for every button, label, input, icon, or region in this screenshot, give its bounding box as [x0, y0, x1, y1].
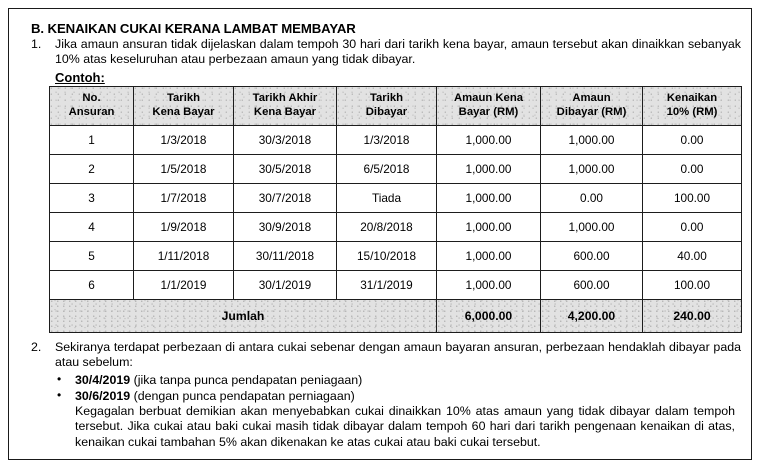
document-page	[8, 8, 752, 460]
example-table-wrapper	[49, 86, 741, 333]
document-content	[23, 17, 741, 455]
table-cell-c4: 1,000.00	[437, 270, 541, 299]
table-cell-c6: 0.00	[643, 125, 742, 154]
item-2-tail-paragraph: Kegagalan berbuat demikian akan menyebabkan cukai dinaikkan 10% atas amaun yang tidak dibayar dalam tempoh tersebut. Jika cukai atau baki cukai masih tidak dibayar dalam tempoh 60 hari dari tarikh pengenaan kenaikan di atas, kenaikan cukai tambahan 5% akan dikenakan ke atas cukai atau baki cukai tersebut.	[75, 403, 735, 449]
col-header-tarikh-kena-bayar: Tarikh Kena Bayar	[134, 86, 234, 125]
bullet-dot-icon: •	[57, 387, 62, 402]
table-cell-c1: 1/5/2018	[134, 154, 234, 183]
table-cell-c1: 1/1/2019	[134, 270, 234, 299]
table-footer	[50, 299, 742, 332]
table-cell-c1: 1/9/2018	[134, 212, 234, 241]
table-cell-c5: 0.00	[541, 183, 643, 212]
total-label: Jumlah	[50, 299, 437, 332]
table-cell-c2: 30/7/2018	[234, 183, 337, 212]
table-cell-c4: 1,000.00	[437, 212, 541, 241]
table-cell-c5: 1,000.00	[541, 154, 643, 183]
table-cell-c1: 1/7/2018	[134, 183, 234, 212]
table-cell-c4: 1,000.00	[437, 154, 541, 183]
section-heading: B. KENAIKAN CUKAI KERANA LAMBAT MEMBAYAR	[31, 21, 356, 36]
deadline-bullet-item	[57, 372, 741, 388]
table-cell-c2: 30/1/2019	[234, 270, 337, 299]
table-row	[50, 183, 742, 212]
table-cell-c0: 2	[50, 154, 134, 183]
table-cell-c2: 30/5/2018	[234, 154, 337, 183]
bullet-date: 30/6/2019	[75, 388, 131, 403]
table-cell-c3: 1/3/2018	[337, 125, 437, 154]
table-cell-c0: 5	[50, 241, 134, 270]
installment-table	[49, 86, 742, 333]
col-header-amaun-dibayar: Amaun Dibayar (RM)	[541, 86, 643, 125]
table-cell-c3: Tiada	[337, 183, 437, 212]
table-cell-c4: 1,000.00	[437, 241, 541, 270]
table-cell-c4: 1,000.00	[437, 125, 541, 154]
table-cell-c1: 1/3/2018	[134, 125, 234, 154]
numbered-item-1	[23, 37, 741, 68]
table-cell-c2: 30/9/2018	[234, 212, 337, 241]
total-row	[50, 299, 742, 332]
table-body	[50, 125, 742, 299]
example-label: Contoh:	[55, 69, 105, 85]
bullet-note: (dengan punca pendapatan perniagaan)	[130, 388, 355, 403]
item-2-number: 2.	[31, 339, 42, 354]
table-cell-c3: 31/1/2019	[337, 270, 437, 299]
col-header-amaun-kena-bayar: Amaun Kena Bayar (RM)	[437, 86, 541, 125]
table-cell-c5: 1,000.00	[541, 125, 643, 154]
table-cell-c5: 600.00	[541, 241, 643, 270]
col-header-no-ansuran: No. Ansuran	[50, 86, 134, 125]
col-header-tarikh-akhir-kena-bayar: Tarikh Akhir Kena Bayar	[234, 86, 337, 125]
table-cell-c6: 100.00	[643, 183, 742, 212]
table-cell-c0: 4	[50, 212, 134, 241]
total-amaun-dibayar: 4,200.00	[541, 299, 643, 332]
total-kenaikan: 240.00	[643, 299, 742, 332]
table-cell-c1: 1/11/2018	[134, 241, 234, 270]
numbered-item-2	[23, 340, 741, 371]
table-cell-c3: 20/8/2018	[337, 212, 437, 241]
table-row	[50, 270, 742, 299]
bullet-date: 30/4/2019	[75, 372, 131, 387]
bullet-dot-icon: •	[57, 371, 62, 386]
table-header-row	[50, 86, 742, 125]
col-header-kenaikan: Kenaikan 10% (RM)	[643, 86, 742, 125]
deadline-bullet-item	[57, 388, 741, 404]
table-cell-c5: 1,000.00	[541, 212, 643, 241]
table-cell-c3: 15/10/2018	[337, 241, 437, 270]
deadline-bullet-list	[23, 372, 741, 404]
table-cell-c6: 0.00	[643, 212, 742, 241]
item-1-text: Jika amaun ansuran tidak dijelaskan dalam tempoh 30 hari dari tarikh kena bayar, amaun tersebut akan dinaikkan sebanyak 10% atas keseluruhan atau perbezaan amaun yang tidak dibayar.	[55, 37, 741, 67]
total-amaun-kena-bayar: 6,000.00	[437, 299, 541, 332]
item-1-number: 1.	[31, 37, 42, 51]
table-row	[50, 241, 742, 270]
table-cell-c2: 30/11/2018	[234, 241, 337, 270]
table-row	[50, 154, 742, 183]
table-cell-c5: 600.00	[541, 270, 643, 299]
table-cell-c6: 0.00	[643, 154, 742, 183]
table-cell-c3: 6/5/2018	[337, 154, 437, 183]
table-cell-c6: 40.00	[643, 241, 742, 270]
table-row	[50, 212, 742, 241]
bullet-note: (jika tanpa punca pendapatan peniagaan)	[130, 372, 363, 387]
table-cell-c2: 30/3/2018	[234, 125, 337, 154]
col-header-tarikh-dibayar: Tarikh Dibayar	[337, 86, 437, 125]
table-cell-c0: 6	[50, 270, 134, 299]
table-cell-c4: 1,000.00	[437, 183, 541, 212]
table-cell-c0: 3	[50, 183, 134, 212]
table-row	[50, 125, 742, 154]
item-2-text: Sekiranya terdapat perbezaan di antara cukai sebenar dengan amaun bayaran ansuran, perbezaan hendaklah dibayar pada atau sebelum:	[55, 339, 741, 370]
table-cell-c6: 100.00	[643, 270, 742, 299]
table-cell-c0: 1	[50, 125, 134, 154]
